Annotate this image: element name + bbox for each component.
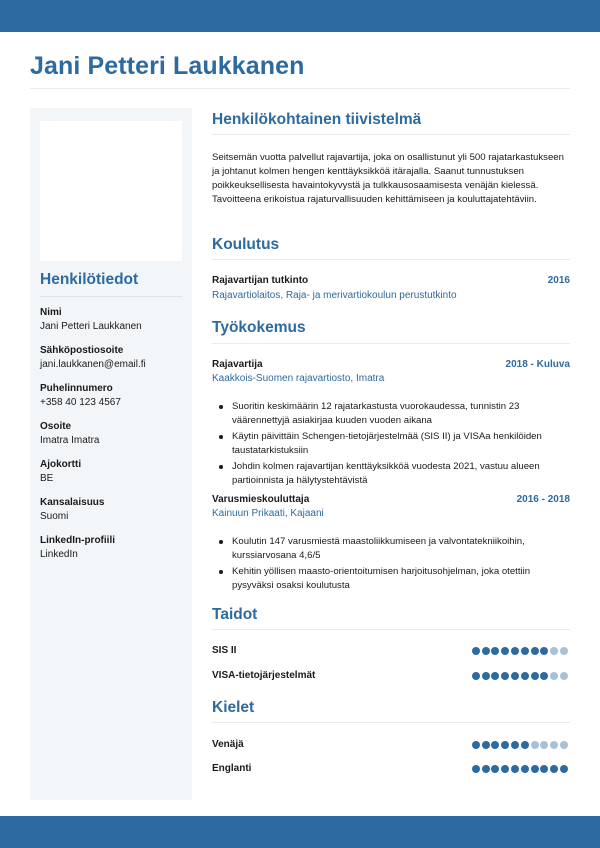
job-role: Rajavartija xyxy=(212,359,263,370)
rating-dot xyxy=(540,741,548,749)
summary-divider xyxy=(212,134,570,135)
languages-divider xyxy=(212,722,570,723)
rating-dot xyxy=(491,647,499,655)
name-divider xyxy=(30,88,570,89)
rating-dot xyxy=(560,672,568,680)
rating-dot xyxy=(531,741,539,749)
field-value: Jani Petteri Laukkanen xyxy=(40,321,142,332)
rating-dot xyxy=(540,765,548,773)
language-rating xyxy=(472,741,568,750)
list-item: Käytin päivittäin Schengen-tietojärjestelmää (SIS II) ja VISAa henkilöiden taustatarkistuksiin xyxy=(212,430,570,458)
footer-band xyxy=(0,816,600,848)
field-address xyxy=(40,420,188,458)
rating-dot xyxy=(560,647,568,655)
job-dates: 2018 - Kuluva xyxy=(505,359,570,370)
rating-dot xyxy=(550,647,558,655)
field-name xyxy=(40,306,188,344)
rating-dot xyxy=(482,741,490,749)
job-header xyxy=(212,494,570,508)
field-value: BE xyxy=(40,473,54,484)
rating-dot xyxy=(550,765,558,773)
field-label: Kansalaisuus xyxy=(40,497,105,508)
field-phone xyxy=(40,382,188,420)
languages-title: Kielet xyxy=(212,699,255,716)
rating-dot xyxy=(540,647,548,655)
field-value: Suomi xyxy=(40,511,69,522)
experience-divider xyxy=(212,343,570,344)
rating-dot xyxy=(482,647,490,655)
skills-divider xyxy=(212,629,570,630)
skill-row xyxy=(212,645,570,659)
skill-rating xyxy=(472,672,568,681)
rating-dot xyxy=(531,647,539,655)
school-name: Rajavartiolaitos, Raja- ja merivartiokoulun perustutkinto xyxy=(212,290,457,301)
linkedin-link[interactable]: LinkedIn xyxy=(40,549,78,560)
field-label: Ajokortti xyxy=(40,459,82,470)
job-achievements xyxy=(212,400,570,490)
rating-dot xyxy=(521,647,529,655)
rating-dot xyxy=(550,741,558,749)
rating-dot xyxy=(491,741,499,749)
rating-dot xyxy=(491,765,499,773)
rating-dot xyxy=(472,647,480,655)
rating-dot xyxy=(531,672,539,680)
field-value: +358 40 123 4567 xyxy=(40,397,121,408)
field-driving-licence xyxy=(40,458,188,496)
rating-dot xyxy=(511,765,519,773)
field-value: Imatra Imatra xyxy=(40,435,100,446)
profile-photo-placeholder xyxy=(40,121,182,261)
rating-dot xyxy=(491,672,499,680)
personal-info-title: Henkilötiedot xyxy=(40,271,139,288)
rating-dot xyxy=(521,741,529,749)
rating-dot xyxy=(501,765,509,773)
skills-title: Taidot xyxy=(212,606,258,623)
rating-dot xyxy=(511,741,519,749)
rating-dot xyxy=(511,647,519,655)
rating-dot xyxy=(482,672,490,680)
field-label: Osoite xyxy=(40,421,72,432)
job-dates: 2016 - 2018 xyxy=(516,494,570,505)
personal-info-fields xyxy=(40,306,188,572)
job-achievements xyxy=(212,535,570,595)
summary-title: Henkilökohtainen tiivistelmä xyxy=(212,111,422,128)
summary-text: Seitsemän vuotta palvellut rajavartija, joka on osallistunut yli 500 rajatarkastukseen ja johtanut kolmen hengen kenttäyksikköä itärajalla. Saanut tunnustuksen poikkeuksellisesta havaintokyvystä ja tulkkausosaamisesta venäjän kielessä. Tavoitteena erikoistua rajaturvallisuuden kehittämiseen ja kouluttajatehtäviin. xyxy=(212,152,564,205)
education-title: Koulutus xyxy=(212,236,280,253)
rating-dot xyxy=(531,765,539,773)
field-email xyxy=(40,344,188,382)
skill-rating xyxy=(472,647,568,656)
field-label: LinkedIn-profiili xyxy=(40,535,115,546)
rating-dot xyxy=(501,647,509,655)
rating-dot xyxy=(521,765,529,773)
list-item: Kehitin yöllisen maasto-orientoitumisen harjoitusohjelman, joka otettiin pysyväksi osaksi koulutusta xyxy=(212,565,570,593)
rating-dot xyxy=(550,672,558,680)
list-item: Suoritin keskimäärin 12 rajatarkastusta vuorokaudessa, tunnistin 23 väärennettyjä asiakirjaa kuuden vuoden aikana xyxy=(212,400,570,428)
job-organization: Kainuun Prikaati, Kajaani xyxy=(212,508,324,519)
skill-row xyxy=(212,670,570,684)
experience-title: Työkokemus xyxy=(212,319,306,336)
rating-dot xyxy=(560,741,568,749)
field-label: Nimi xyxy=(40,307,62,318)
field-label: Sähköpostiosoite xyxy=(40,345,124,356)
personal-info-divider xyxy=(40,296,182,297)
candidate-name: Jani Petteri Laukkanen xyxy=(30,52,305,80)
education-divider xyxy=(212,259,570,260)
education-entry xyxy=(212,275,570,289)
rating-dot xyxy=(501,741,509,749)
language-rating xyxy=(472,765,568,774)
skill-name: VISA-tietojärjestelmät xyxy=(212,670,316,681)
rating-dot xyxy=(472,741,480,749)
rating-dot xyxy=(472,765,480,773)
rating-dot xyxy=(540,672,548,680)
job-header xyxy=(212,359,570,373)
skill-name: SIS II xyxy=(212,645,237,656)
rating-dot xyxy=(482,765,490,773)
list-item: Koulutin 147 varusmiestä maastoliikkumiseen ja valvontatekniikoihin, kurssiarvosana 4,6/5 xyxy=(212,535,570,563)
field-label: Puhelinnumero xyxy=(40,383,113,394)
job-organization: Kaakkois-Suomen rajavartiosto, Imatra xyxy=(212,373,385,384)
degree-year: 2016 xyxy=(547,275,570,286)
personal-info-sidebar xyxy=(30,108,192,800)
header-band xyxy=(0,0,600,32)
degree-title: Rajavartijan tutkinto xyxy=(212,275,309,286)
language-name: Venäjä xyxy=(212,739,244,750)
rating-dot xyxy=(472,672,480,680)
language-row xyxy=(212,763,570,777)
list-item: Johdin kolmen rajavartijan kenttäyksikköä vuodesta 2021, vastuu alueen partioinnista ja hälytystehtävistä xyxy=(212,460,570,488)
rating-dot xyxy=(560,765,568,773)
field-nationality xyxy=(40,496,188,534)
field-linkedin xyxy=(40,534,188,572)
rating-dot xyxy=(511,672,519,680)
field-value: jani.laukkanen@email.fi xyxy=(40,359,146,370)
rating-dot xyxy=(501,672,509,680)
language-row xyxy=(212,739,570,753)
rating-dot xyxy=(521,672,529,680)
job-role: Varusmieskouluttaja xyxy=(212,494,310,505)
language-name: Englanti xyxy=(212,763,252,774)
